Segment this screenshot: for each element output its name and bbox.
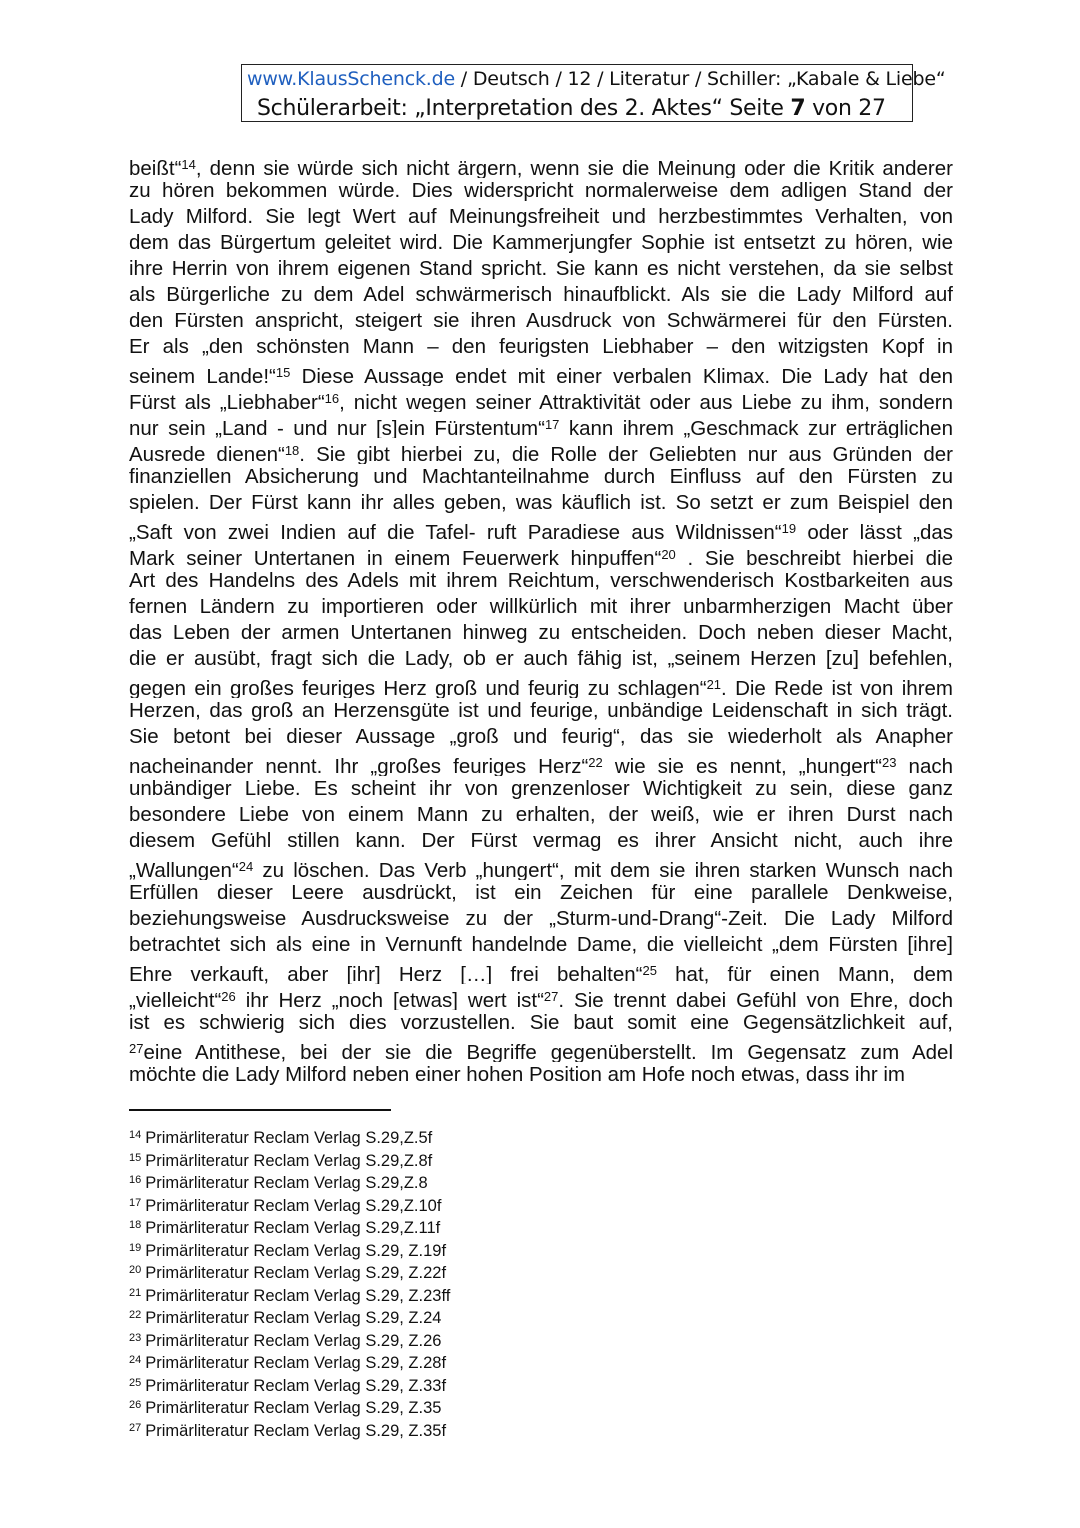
footnote-number: 16 (129, 1174, 142, 1186)
body-line: beißt“$^{14}$, denn sie würde sich nicht ärgern, wenn sie die Meinung oder die Kritik anderer (129, 157, 953, 178)
body-line: nacheinander nennt. Ihr „großes feuriges Herz“$^{22}$ wie sie es nennt, „hungert“$^{23}$ nach (129, 755, 953, 776)
footnote-text: Primärliteratur Reclam Verlag S.29, Z.35f (145, 1421, 447, 1440)
footnote-number: 20 (129, 1264, 142, 1276)
body-line: Art des Handelns des Adels mit ihrem Reichtum, verschwenderisch Kostbarkeiten aus (129, 569, 953, 592)
footnote-text: Primärliteratur Reclam Verlag S.29, Z.24 (145, 1309, 442, 1327)
footnote-reference: 25 (642, 963, 657, 978)
footnote-number: 17 (129, 1196, 142, 1209)
footnote (129, 1214, 450, 1237)
header-subtitle-middle: von (805, 96, 859, 121)
footnote (129, 1304, 450, 1327)
footnote-text: Primärliteratur Reclam Verlag S.29, Z.19f (145, 1241, 447, 1260)
footnote-reference: 21 (706, 677, 722, 692)
footnote-number: 15 (129, 1151, 142, 1164)
footnote-text: Primärliteratur Reclam Verlag S.29, Z.33f (145, 1376, 447, 1395)
body-line: Sie betont bei dieser Aussage „groß und feurig“, das sie wiederholt als Anapher (129, 725, 953, 748)
footnote-reference: 23 (881, 755, 897, 770)
body-line: beziehungsweise Ausdrucksweise zu der „Sturm-und-Drang“-Zeit. Die Lady Milford (129, 907, 953, 930)
body-line: das Leben der armen Untertanen hinweg zu entscheiden. Doch neben dieser Macht, (129, 621, 953, 644)
body-line: den Fürsten anspricht, steigert sie ihren Ausdruck von Schwärmerei für den Fürsten. (129, 309, 953, 332)
website-link[interactable]: www.KlausSchenck.de (247, 68, 455, 90)
footnote (129, 1259, 450, 1282)
page-number-current: 7 (790, 96, 806, 121)
body-line: Erfüllen dieser Leere ausdrückt, ist ein Zeichen für eine parallele Denkweise, (129, 881, 953, 904)
footnote-text: Primärliteratur Reclam Verlag S.29,Z.8f (145, 1151, 433, 1170)
body-line: Er als „den schönsten Mann – den feurigsten Liebhaber – den witzigsten Kopf in (129, 335, 953, 358)
footnote-number: 22 (129, 1309, 142, 1321)
page-header-box (241, 64, 946, 122)
footnote (129, 1147, 450, 1170)
footnote-number: 25 (129, 1376, 142, 1389)
footnote-reference: 18 (284, 443, 300, 458)
body-line: Herzen, das groß an Herzensgüte ist und feurige, unbändige Leidenschaft in sich trägt. (129, 699, 953, 722)
body-line: nur sein „Land - und nur [s]ein Fürstentum“$^{17}$ kann ihrem „Geschmack zur erträglichen (129, 417, 953, 438)
footnote-reference: 17 (544, 417, 560, 432)
header-subtitle (257, 96, 886, 121)
header-subtitle-prefix: Schülerarbeit: „Interpretation des 2. Aktes“ Seite (257, 96, 791, 121)
footnote (129, 1124, 450, 1147)
footnote-number: 18 (129, 1219, 142, 1231)
footnote (129, 1192, 450, 1215)
footnote (129, 1237, 450, 1260)
footnote-text: Primärliteratur Reclam Verlag S.29,Z.11f (145, 1219, 441, 1237)
footnote-number: 27 (129, 1421, 142, 1434)
body-line: „Saft von zwei Indien auf die Tafel- ruft Paradiese aus Wildnissen“$^{19}$ oder lässt „das (129, 521, 953, 542)
body-line: „vielleicht“$^{26}$ ihr Herz „noch [etwas] wert ist“$^{27}$. Sie trennt dabei Gefühl von Ehre, doch (129, 989, 953, 1010)
page-number-total: 27 (858, 96, 886, 121)
body-line: Fürst als „Liebhaber“$^{16}$, nicht wegen seiner Attraktivität oder aus Liebe zu ihm, sondern (129, 391, 953, 412)
body-line: Lady Milford. Sie legt Wert auf Meinungsfreiheit und herzbestimmtes Verhalten, von (129, 205, 953, 228)
body-line: Ausrede dienen“$^{18}$. Sie gibt hierbei zu, die Rolle der Geliebten nur aus Gründen der (129, 443, 953, 464)
body-line: die er ausübt, fragt sich die Lady, ob er auch fähig ist, „seinem Herzen [zu] befehlen, (129, 647, 953, 670)
body-line: spielen. Der Fürst kann ihr alles geben, was käuflich ist. So setzt er zum Beispiel den (129, 491, 953, 514)
footnote-reference: 27 (543, 989, 559, 1004)
body-line: Ehre verkauft, aber [ihr] Herz […] frei behalten“$^{25}$ hat, für einen Mann, dem (129, 963, 953, 984)
footnote-text: Primärliteratur Reclam Verlag S.29, Z.26 (145, 1331, 442, 1350)
footnote-reference: 20 (661, 547, 676, 562)
footnote-number: 14 (129, 1129, 142, 1141)
footnote-text: Primärliteratur Reclam Verlag S.29,Z.5f (145, 1129, 433, 1147)
body-line: finanziellen Absicherung und Machtanteilnahme durch Einfluss auf den Fürsten zu (129, 465, 953, 488)
footnote-reference: 16 (324, 391, 340, 406)
footnote-text: Primärliteratur Reclam Verlag S.29, Z.23ff (145, 1286, 451, 1305)
header-path: / Deutsch / 12 / Literatur / Schiller: „Kabale & Liebe“ (454, 68, 946, 90)
footnote (129, 1417, 450, 1440)
body-text (129, 152, 953, 1088)
footnotes (129, 1124, 450, 1439)
body-line: fernen Ländern zu importieren oder willkürlich mit ihrer unbarmherzigen Macht über (129, 595, 953, 618)
header-source-line (247, 68, 945, 90)
footnote (129, 1327, 450, 1350)
footnote-reference: 22 (588, 755, 603, 770)
footnote (129, 1169, 450, 1192)
body-line: besondere Liebe von einem Mann zu erhalten, der weiß, wie er ihren Durst nach (129, 803, 953, 826)
body-line: als Bürgerliche zu dem Adel schwärmerisch hinaufblickt. Als sie die Lady Milford auf (129, 283, 953, 306)
body-line: $^{27}$eine Antithese, bei der sie die Begriffe gegenüberstellt. Im Gegensatz zum Adel (129, 1041, 953, 1062)
body-line: Mark seiner Untertanen in einem Feuerwerk hinpuffen“$^{20}$ . Sie beschreibt hierbei die (129, 547, 953, 568)
footnote-reference: 15 (275, 365, 291, 380)
footnote-number: 26 (129, 1399, 142, 1411)
footnote (129, 1282, 450, 1305)
footnote-separator (129, 1109, 391, 1111)
footnote-reference: 26 (221, 989, 236, 1004)
body-line: möchte die Lady Milford neben einer hohen Position am Hofe noch etwas, dass ihr im (129, 1063, 906, 1086)
body-line: ist es schwierig sich dies vorzustellen. Sie baut somit eine Gegensätzlichkeit auf, (129, 1011, 953, 1034)
footnote-number: 19 (129, 1241, 142, 1254)
body-line: ihre Herrin von ihrem eigenen Stand spricht. Sie kann es nicht verstehen, da sie selbst (129, 257, 953, 280)
footnote-text: Primärliteratur Reclam Verlag S.29, Z.22f (145, 1264, 447, 1282)
footnote-reference: 27 (129, 1041, 144, 1056)
footnote-text: Primärliteratur Reclam Verlag S.29, Z.28f (145, 1354, 447, 1372)
body-line: gegen ein großes feuriges Herz groß und feurig zu schlagen“$^{21}$. Die Rede ist von ihrem (129, 677, 953, 698)
footnote (129, 1372, 450, 1395)
footnote-reference: 24 (238, 859, 254, 874)
footnote-text: Primärliteratur Reclam Verlag S.29, Z.35 (145, 1399, 442, 1417)
footnote-number: 21 (129, 1286, 142, 1299)
footnote (129, 1394, 450, 1417)
body-line: dem das Bürgertum geleitet wird. Die Kammerjungfer Sophie ist entsetzt zu hören, wie (129, 231, 953, 254)
body-line: betrachtet sich als eine in Vernunft handelnde Dame, die vielleicht „dem Fürsten [ihre] (129, 933, 953, 956)
footnote-reference: 19 (781, 521, 797, 536)
footnote-text: Primärliteratur Reclam Verlag S.29,Z.10f (145, 1196, 442, 1215)
body-line: diesem Gefühl stillen kann. Der Fürst vermag es ihrer Ansicht nicht, auch ihre (129, 829, 953, 852)
body-line: zu hören bekommen würde. Dies widerspricht normalerweise dem adligen Stand der (129, 179, 953, 202)
footnote-reference: 14 (181, 157, 196, 172)
body-line: „Wallungen“$^{24}$ zu löschen. Das Verb „hungert“, mit dem sie ihren starken Wunsch nach (129, 859, 953, 880)
footnote-number: 24 (129, 1354, 142, 1366)
body-line: unbändiger Liebe. Es scheint ihr von grenzenloser Wichtigkeit zu sein, diese ganz (129, 777, 953, 800)
footnote-number: 23 (129, 1331, 142, 1344)
footnote (129, 1349, 450, 1372)
footnote-text: Primärliteratur Reclam Verlag S.29,Z.8 (145, 1174, 428, 1192)
body-line: seinem Lande!“$^{15}$ Diese Aussage endet mit einer verbalen Klimax. Die Lady hat den (129, 365, 953, 386)
